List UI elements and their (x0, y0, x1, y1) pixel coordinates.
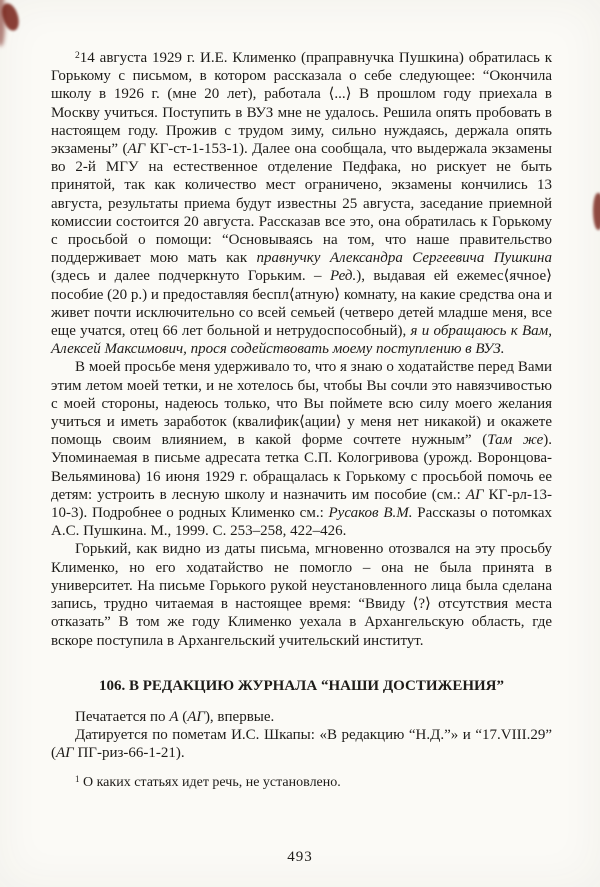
text-run: ), выдавая ей ежемес⟨ячное⟩ пособие (20 р.) и предоставляя беспл⟨атную⟩ комнату, на какие средства она и живет почти исключительно со всей семьей (четверо детей младше меня, все еще учатся, отец 66 лет больной и нетрудоспособный), (51, 268, 552, 340)
text-run: А (169, 708, 179, 725)
commentary-paragraph (51, 49, 552, 358)
text-run: ПГ-риз-66-1-21). (73, 745, 185, 762)
scan-ink-stain (0, 0, 5, 46)
text-run: АГ (127, 141, 146, 158)
text-run: АГ (187, 708, 205, 725)
text-run: 14 августа 1929 г. И.Е. Клименко (праправнучка Пушкина) обратилась к Горькому с письмом, в котором рассказала о себе следующее: “Окончила школу в 1926 г. (мне 20 лет), работала ⟨...⟩ В прошлом году приехала в Москву учиться. Поступить в ВУЗ мне не удалось. Решила опять пробовать в настоящем году. Прожив с трудом зиму, сильно нуждаясь, держала опять экзамены” ( (51, 50, 552, 158)
text-run: ), впервые. (204, 708, 275, 725)
text-run: КГ-ст-1-153-1). Далее она сообщала, что выдержала экзамены во 2-й МГУ на естественное отделение Педфака, но рискует не быть принятой, так как количество мест ограничено, экзамены кончились 13 августа, результаты приема будут известны 25 августа, заседание приемной комиссии состоится 20 августа. Рассказав все это, она обратилась к Горькому с просьбой о помощи: “Основываясь на том, что наше правительство поддерживает мою мать как (51, 141, 552, 267)
text-run: КГ-рл-13-10-3). Подробнее о родных Клименко см.: (51, 486, 552, 522)
footnote-marker: 1 (75, 773, 80, 784)
scan-ink-stain (593, 193, 600, 230)
text-run: Там же (487, 432, 544, 449)
text-run: Ред. (329, 268, 357, 285)
imprint-dating-line (51, 726, 552, 762)
text-run: правнучку Александра Сергеевича Пушкина (256, 250, 552, 267)
footnote-line (51, 774, 552, 792)
text-run: Рассказы о потомках А.С. Пушкина. М., 1999. С. 253–258, 422–426. (51, 505, 552, 540)
text-run: Горький, как видно из даты письма, мгновенно отозвался на эту просьбу Клименко, но его ходатайство не помогло – она не была принята в университет. На письме Горького рукой неустановленного лица была сделана запись, трудно читаемая в настоящее время: “Ввиду ⟨?⟩ отсутствия места отказать” В том же году Клименко уехала в Архангельскую область, где вскоре поступила в Архангельский учительский институт. (51, 541, 552, 649)
text-run: я и обращаюсь к Вам, Алексей Максимович, прося содействовать моему поступлению в ВУЗ. (51, 323, 552, 358)
commentary-text-block (51, 49, 552, 791)
imprint-source-line (51, 708, 552, 726)
page-number: 493 (287, 849, 313, 865)
commentary-paragraph (51, 358, 552, 540)
footnote-marker: 2 (75, 49, 80, 61)
text-run: В моей просьбе меня удерживало то, что я знаю о ходатайстве перед Вами этим летом моей тетки, и не хотелось бы, чтобы Вы сочли это навязчивостью с моей стороны, надеюсь только, что Вы поймете всю силу моего желания учиться и иметь заработок (квалифик⟨ации⟩ у меня нет никакой) и окажете помощь своим влиянием, в какой форме сочтете нужным” ( (51, 359, 552, 449)
commentary-paragraph (51, 540, 552, 649)
text-run: ). Упоминаемая в письме адресата тетка С.П. Кологривова (урожд. Воронцова-Вельяминова) 16 июня 1929 г. обращалась к Горькому с просьбой помочь ее детям: устроить в лесную школу и назначить им пособие (см.: (51, 432, 552, 503)
text-run: ( (178, 708, 188, 725)
text-run: Печатается по (75, 708, 170, 725)
text-run: Русаков В.М. (328, 505, 413, 522)
text-run: (здесь и далее подчеркнуто Горьким. – (51, 268, 330, 285)
scan-ink-stain (0, 2, 21, 33)
text-run: АГ (465, 486, 484, 503)
text-run: Датируется по пометам И.С. Шкапы: «В редакцию “Н.Д.”» и “17.VIII.29” ( (51, 727, 552, 762)
text-run: АГ (56, 745, 74, 762)
entry-heading: 106. В РЕДАКЦИЮ ЖУРНАЛА “НАШИ ДОСТИЖЕНИЯ” (98, 677, 505, 694)
text-run: О каких статьях идет речь, не установлено. (79, 774, 341, 790)
